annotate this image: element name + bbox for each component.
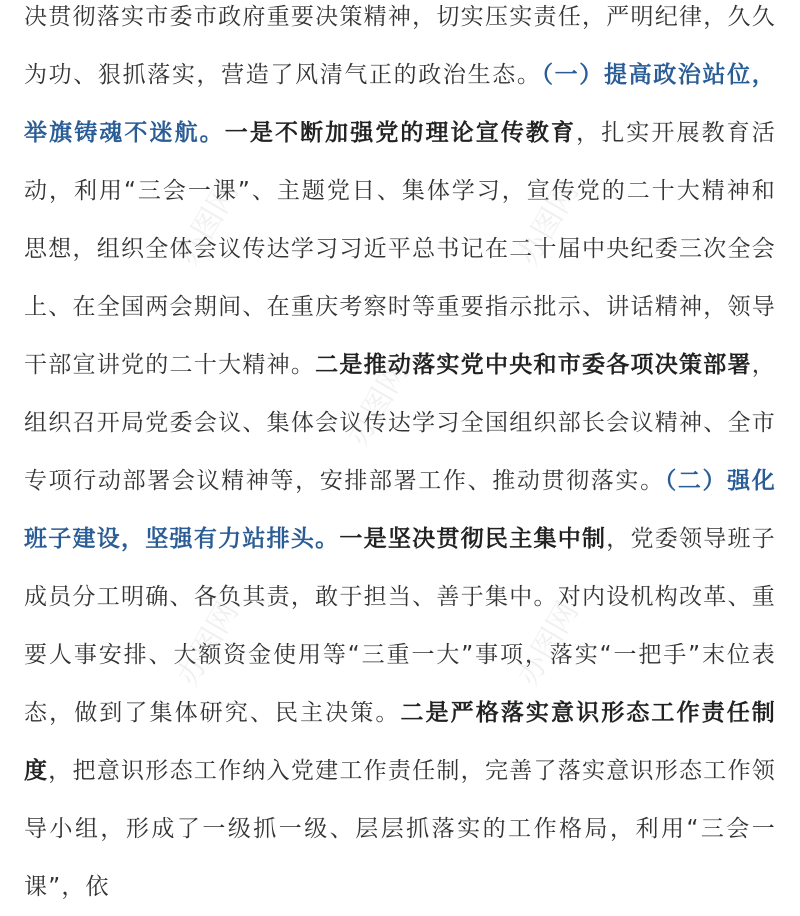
- section-heading-1: （一）提高政治站位，举旗铸魂不迷航。: [24, 62, 777, 146]
- section2-point-1: 一是坚决贯彻民主集中制: [339, 526, 607, 552]
- section2-text-3: 形成了一级抓一级、层层抓落实的工作格局，利用“三会一课”，依: [24, 816, 776, 900]
- section1-point-1: 一是不断加强党的理论宣传教育: [224, 120, 577, 146]
- section1-text-1: ，扎实开展教育活动，利用“三会一课”、主题党日、集体学习，宣传党的二十大精神和思想，组织全体会议传达学习习近平总书记在二十届中央纪委三次全会上、在全国两会期间、在重庆考察时等重要指示批示、讲话精神，领导干部宣讲党的二十大精神。: [24, 120, 776, 378]
- section-heading-2: （二）强化班子建设，坚强有力站排头。: [24, 468, 777, 552]
- watermark: 办图网: [170, 176, 246, 272]
- section2-text-1: ，党委领导班子成员分工明确、各负其责，敢于担当、善于集中。对内设机构改革、重要人事安排、大额资金使用等“三重一大”事项，落实“一把手”末位表态，做到了集体研究、民主决策。: [24, 526, 776, 726]
- section2-text-2: ，把意识形态工作纳入党建工作责任制，完善了落实意识形态工作领导小组，: [24, 758, 777, 842]
- document-body: [24, 0, 776, 916]
- watermark: 办图网: [510, 596, 586, 692]
- watermark: 办图网: [170, 596, 246, 692]
- watermark: 办图网: [510, 176, 586, 272]
- intro-text: 决贯彻落实市委市政府重要决策精神，切实压实责任，严明纪律，久久为功、狠抓落实，营造了风清气正的政治生态。: [24, 4, 776, 88]
- watermark: 办图网: [340, 356, 416, 452]
- section1-text-2: ，组织召开局党委会议、集体会议传达学习全国组织部长会议精神、全市专项行动部署会议精神等，安排部署工作、推动贯彻落实。: [24, 352, 776, 494]
- section1-point-2: 二是推动落实党中央和市委各项决策部署: [315, 352, 752, 378]
- section2-point-2: 二是严格落实意识形态工作责任制度: [24, 700, 777, 784]
